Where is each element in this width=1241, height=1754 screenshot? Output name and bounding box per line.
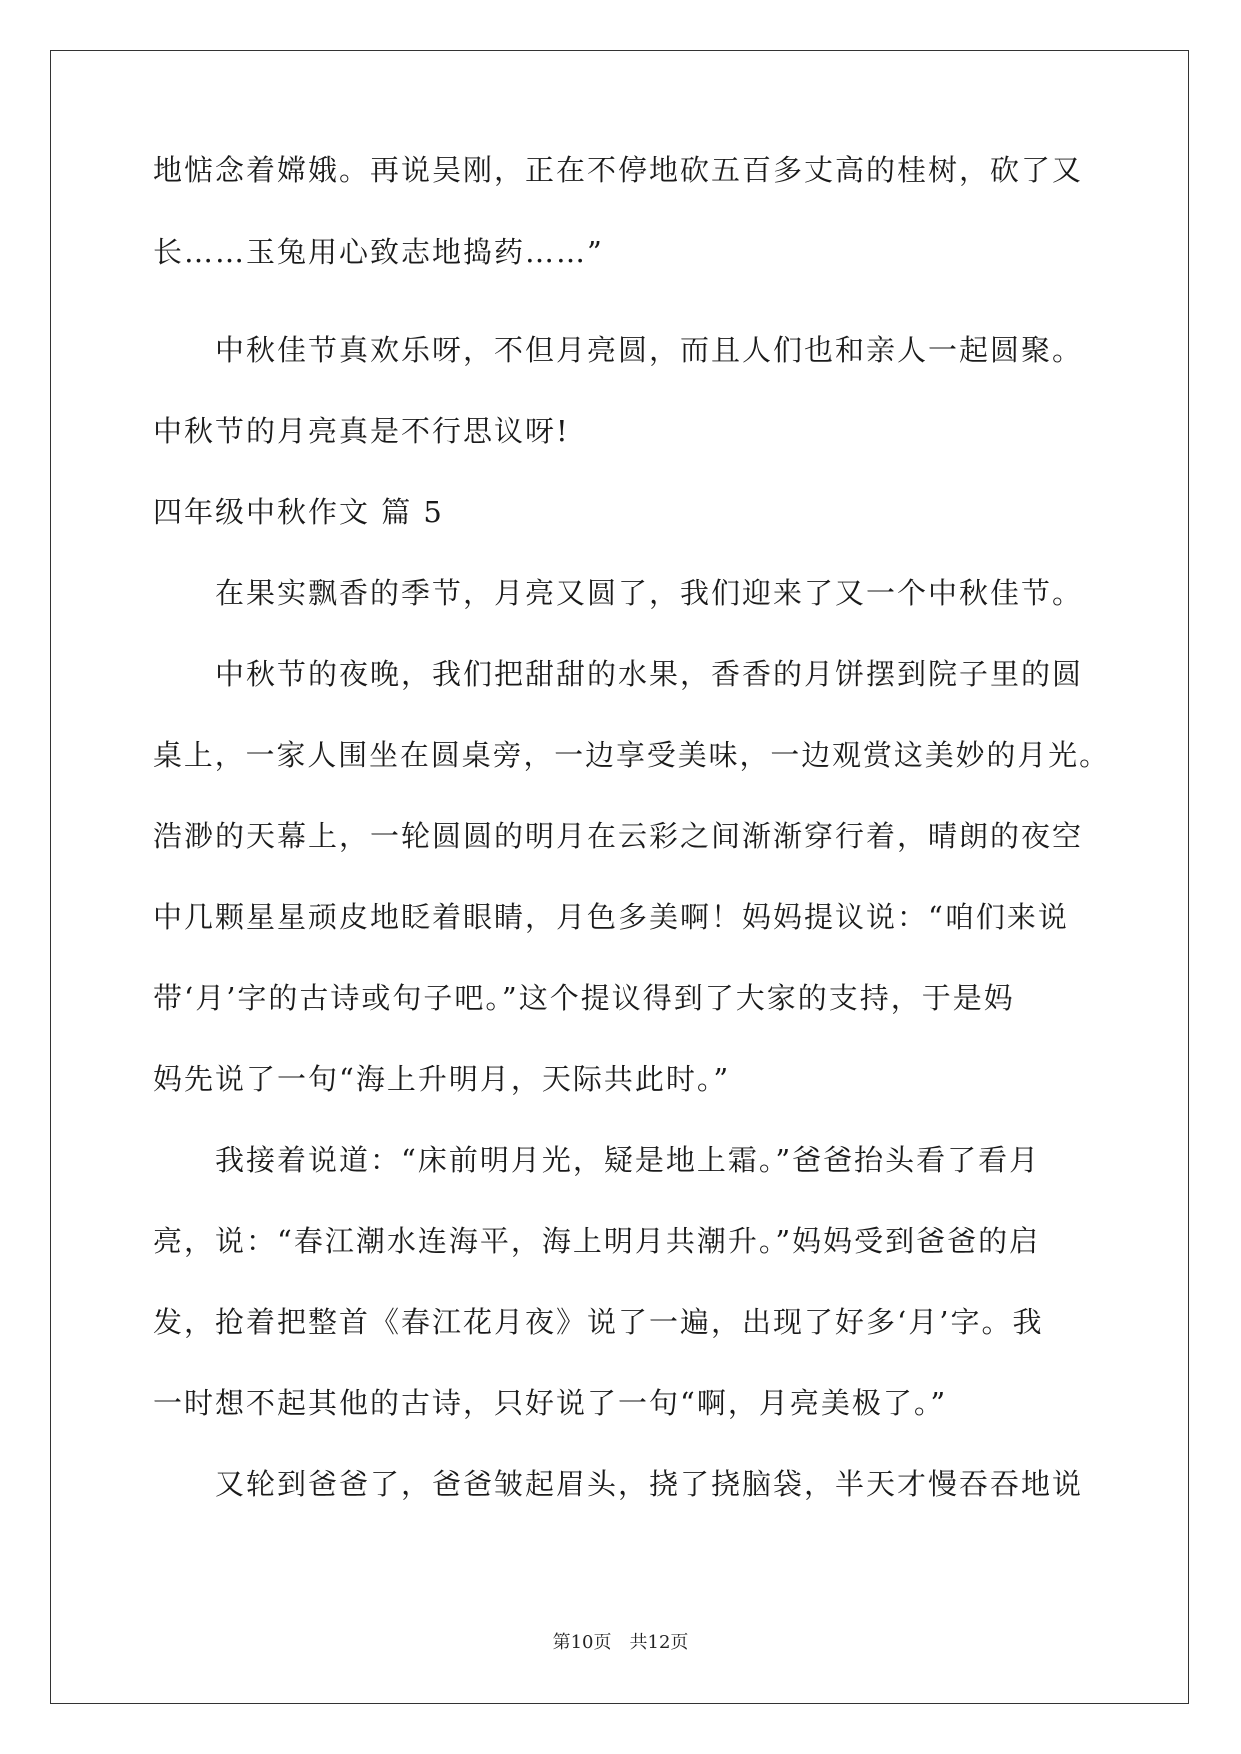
paragraph-line: 中秋节的夜晚，我们把甜甜的水果，香香的月饼摆到院子里的圆	[215, 657, 1084, 691]
paragraph-line: 中秋节的月亮真是不行思议呀!	[153, 414, 570, 448]
paragraph-line: 地惦念着嫦娥。再说吴刚，正在不停地砍五百多丈高的桂树，砍了又	[153, 153, 1084, 187]
paragraph-line: 浩渺的天幕上，一轮圆圆的明月在云彩之间渐渐穿行着，晴朗的夜空	[153, 819, 1084, 853]
paragraph-line: 长……玉兔用心致志地捣药……”	[153, 235, 604, 269]
paragraph-line: 带‘月’字的古诗或句子吧。”这个提议得到了大家的支持，于是妈	[153, 981, 1015, 1015]
page-number-footer: 第10页 共12页	[552, 1632, 689, 1653]
paragraph-line: 亮，说：“春江潮水连海平，海上明月共潮升。”妈妈受到爸爸的启	[153, 1224, 1041, 1258]
paragraph-line: 中秋佳节真欢乐呀，不但月亮圆，而且人们也和亲人一起圆聚。	[215, 333, 1084, 367]
paragraph-line: 在果实飘香的季节，月亮又圆了，我们迎来了又一个中秋佳节。	[215, 576, 1084, 610]
paragraph-line: 发，抢着把整首《春江花月夜》说了一遍，出现了好多‘月’字。我	[153, 1305, 1044, 1339]
paragraph-line: 妈先说了一句“海上升明月，天际共此时。”	[153, 1062, 731, 1096]
paragraph-line: 桌上，一家人围坐在圆桌旁，一边享受美味，一边观赏这美妙的月光。	[153, 738, 1110, 772]
paragraph-line: 又轮到爸爸了，爸爸皱起眉头，挠了挠脑袋，半天才慢吞吞地说	[215, 1467, 1084, 1501]
paragraph-line: 一时想不起其他的古诗，只好说了一句“啊，月亮美极了。”	[153, 1386, 948, 1420]
page-border	[50, 50, 1189, 1704]
section-heading: 四年级中秋作文 篇 5	[153, 495, 444, 529]
paragraph-line: 中几颗星星顽皮地眨着眼睛，月色多美啊！妈妈提议说：“咱们来说	[153, 900, 1069, 934]
paragraph-line: 我接着说道：“床前明月光，疑是地上霜。”爸爸抬头看了看月	[215, 1143, 1041, 1177]
